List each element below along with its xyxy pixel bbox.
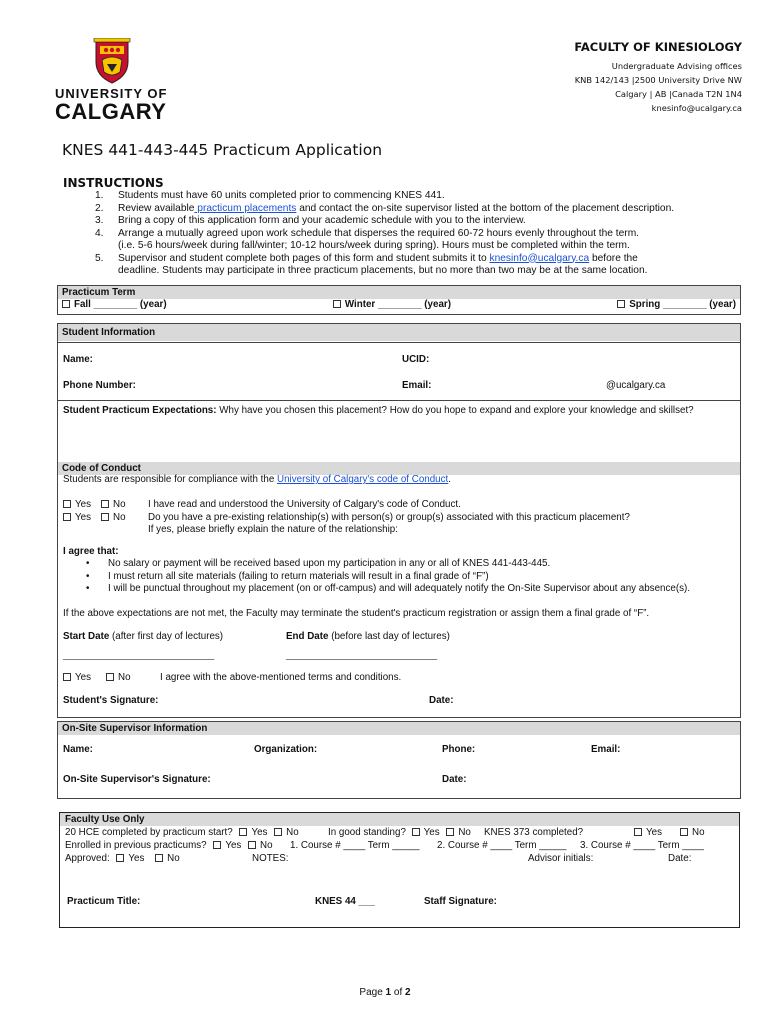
start-date-field[interactable]: ________________________________ (63, 650, 215, 660)
term-spring-option[interactable]: Spring ________ (year) (617, 299, 736, 310)
student-email-field[interactable]: Email: (402, 380, 432, 391)
checkbox-icon (116, 854, 124, 862)
agree-terms-text: I agree with the above-mentioned terms and conditions. (160, 672, 402, 683)
code-of-conduct-link[interactable]: University of Calgary's code of Conduct (277, 474, 449, 485)
standing-no-checkbox[interactable]: No (446, 827, 471, 838)
supervisor-email-field[interactable]: Email: (591, 744, 621, 755)
q2-no-checkbox[interactable]: No (101, 512, 126, 523)
q2-text: Do you have a pre-existing relationship(s) with person(s) or group(s) associated with this practicum placement? (148, 512, 630, 523)
faculty-date-field[interactable]: Date: (668, 853, 692, 864)
faculty-line: Calgary | AB |Canada T2N 1N4 (615, 89, 742, 99)
knes373-question: KNES 373 completed? (484, 827, 584, 838)
code-of-conduct-section (57, 462, 741, 718)
email-domain: @ucalgary.ca (606, 380, 666, 391)
section-heading: Faculty Use Only (60, 813, 739, 826)
faculty-contact-block (574, 40, 742, 115)
list-item: • No salary or payment will be received based upon my participation in any or all of KNES 441-443-445. (86, 558, 690, 571)
student-phone-field[interactable]: Phone Number: (63, 380, 136, 391)
instruction-item: 1. Students must have 60 units completed prior to commencing KNES 441. (95, 190, 445, 201)
checkbox-icon (274, 828, 282, 836)
agree-no-checkbox[interactable]: No (106, 672, 131, 683)
supervisor-signature-field[interactable]: On-Site Supervisor's Signature: (63, 774, 211, 785)
student-expectations-field[interactable]: Student Practicum Expectations: Why have you chosen this placement? How do you hope to expand and explore your knowledge and skillset? (63, 405, 694, 416)
approved-question: Approved: Yes No (65, 853, 180, 864)
agree-yes-checkbox[interactable]: Yes (63, 672, 91, 683)
instruction-item: 2. Review available practicum placements and contact the on-site supervisor listed at the bottom of the placement description. (95, 202, 675, 214)
faculty-email-link[interactable]: knesinfo@ucalgary.ca (651, 103, 742, 113)
faculty-use-section (59, 812, 740, 928)
course-3-field[interactable]: 3. Course # ____ Term ____ (580, 840, 704, 851)
knes373-no-checkbox[interactable]: No (680, 827, 705, 838)
warning-text: If the above expectations are not met, the Faculty may terminate the student's practicum registration or assign them a final grade of “F”. (63, 608, 650, 619)
conduct-intro: Students are responsible for compliance with the University of Calgary's code of Conduct. (63, 474, 451, 485)
faculty-name: FACULTY OF KINESIOLOGY (574, 40, 742, 54)
agreement-list (86, 558, 690, 596)
end-date-field[interactable]: ________________________________ (286, 650, 438, 660)
checkbox-icon (446, 828, 454, 836)
checkbox-icon (63, 500, 71, 508)
checkbox-icon (106, 673, 114, 681)
q1-no-checkbox[interactable]: No (101, 499, 126, 510)
checkbox-icon (63, 513, 71, 521)
enrolled-question: Enrolled in previous practicums? Yes No (65, 840, 273, 851)
instructions-heading: INSTRUCTIONS (63, 176, 164, 190)
list-item: • I must return all site materials (failing to return materials will result in a final grade of “F”) (86, 571, 690, 584)
knes373-yes-checkbox[interactable]: Yes (634, 827, 662, 838)
enrolled-no-checkbox[interactable]: No (248, 840, 273, 851)
instruction-item: 4. Arrange a mutually agreed upon work schedule that disperses the required 60-72 hours evenly throughout the term. (i.e. 5-6 hours/week during fall/winter; 10-12 hours/week during spring). Hours must be completed within the term. (95, 227, 640, 251)
checkbox-icon (248, 841, 256, 849)
faculty-line: KNB 142/143 |2500 University Drive NW (574, 75, 742, 85)
knesinfo-email-link[interactable]: knesinfo@ucalgary.ca (489, 252, 590, 264)
hce-question: 20 HCE completed by practicum start? Yes No (65, 827, 299, 838)
section-heading: Code of Conduct (58, 462, 740, 475)
supervisor-organization-field[interactable]: Organization: (254, 744, 318, 755)
end-date-label: End Date (before last day of lectures) (286, 631, 450, 642)
advisor-initials-field[interactable]: Advisor initials: (528, 853, 594, 864)
supervisor-name-field[interactable]: Name: (63, 744, 93, 755)
checkbox-icon (680, 828, 688, 836)
course-1-field[interactable]: 1. Course # ____ Term _____ (290, 840, 420, 851)
good-standing-question: In good standing? Yes No (328, 827, 471, 838)
checkbox-icon (412, 828, 420, 836)
instructions-list (95, 190, 745, 278)
hce-no-checkbox[interactable]: No (274, 827, 299, 838)
start-date-label: Start Date (after first day of lectures) (63, 631, 224, 642)
list-item: • I will be punctual throughout my placement (on or off-campus) and will adequately notify the On-Site Supervisor about any absence(s). (86, 583, 690, 596)
supervisor-section (57, 721, 741, 799)
checkbox-icon (333, 300, 341, 308)
student-signature-field[interactable]: Student's Signature: (63, 695, 159, 706)
practicum-placements-link[interactable]: practicum placements (194, 202, 297, 214)
notes-field[interactable]: NOTES: (252, 853, 289, 864)
student-information-section (57, 323, 741, 463)
faculty-line: Undergraduate Advising offices (611, 61, 742, 71)
approved-no-checkbox[interactable]: No (155, 853, 180, 864)
staff-signature-field[interactable]: Staff Signature: (424, 896, 497, 907)
university-name-line2: CALGARY (55, 99, 167, 124)
enrolled-yes-checkbox[interactable]: Yes (213, 840, 241, 851)
university-name-line1: UNIVERSITY OF (55, 86, 168, 101)
checkbox-icon (617, 300, 625, 308)
student-name-field[interactable]: Name: (63, 354, 93, 365)
checkbox-icon (213, 841, 221, 849)
agree-heading: I agree that: (63, 546, 119, 557)
checkbox-icon (634, 828, 642, 836)
practicum-title-field[interactable]: Practicum Title: (67, 896, 141, 907)
approved-yes-checkbox[interactable]: Yes (116, 853, 144, 864)
q2-explain: If yes, please briefly explain the nature of the relationship: (148, 524, 398, 535)
practicum-term-section (57, 285, 741, 315)
knes44-field[interactable]: KNES 44 ___ (315, 896, 375, 907)
term-winter-option[interactable]: Winter ________ (year) (333, 299, 451, 310)
instruction-item: 5. Supervisor and student complete both pages of this form and student submits it to knesinfo@ucalgary.ca before the deadline. Students may participate in three practicum placements, but no more than two may be at the same location. (95, 252, 648, 276)
q1-yes-checkbox[interactable]: Yes (63, 499, 91, 510)
course-2-field[interactable]: 2. Course # ____ Term _____ (437, 840, 567, 851)
supervisor-date-field[interactable]: Date: (442, 774, 467, 785)
instruction-item: 3. Bring a copy of this application form and your academic schedule with you to the interview. (95, 215, 526, 226)
q1-text: I have read and understood the University of Calgary's code of Conduct. (148, 499, 461, 510)
page-number: Page 1 of 2 (359, 987, 411, 998)
q2-yes-checkbox[interactable]: Yes (63, 512, 91, 523)
supervisor-phone-field[interactable]: Phone: (442, 744, 476, 755)
checkbox-icon (155, 854, 163, 862)
checkbox-icon (63, 673, 71, 681)
standing-yes-checkbox[interactable]: Yes (412, 827, 440, 838)
section-heading: On-Site Supervisor Information (58, 722, 740, 735)
crest-icon (92, 38, 132, 84)
checkbox-icon (239, 828, 247, 836)
student-date-field[interactable]: Date: (429, 695, 454, 706)
checkbox-icon (62, 300, 70, 308)
hce-yes-checkbox[interactable]: Yes (239, 827, 267, 838)
page-title: KNES 441-443-445 Practicum Application (62, 141, 383, 159)
student-ucid-field[interactable]: UCID: (402, 354, 430, 365)
checkbox-icon (101, 513, 109, 521)
section-heading: Student Information (58, 324, 740, 341)
section-heading: Practicum Term (58, 286, 740, 299)
checkbox-icon (101, 500, 109, 508)
term-fall-option[interactable]: Fall ________ (year) (62, 299, 167, 310)
